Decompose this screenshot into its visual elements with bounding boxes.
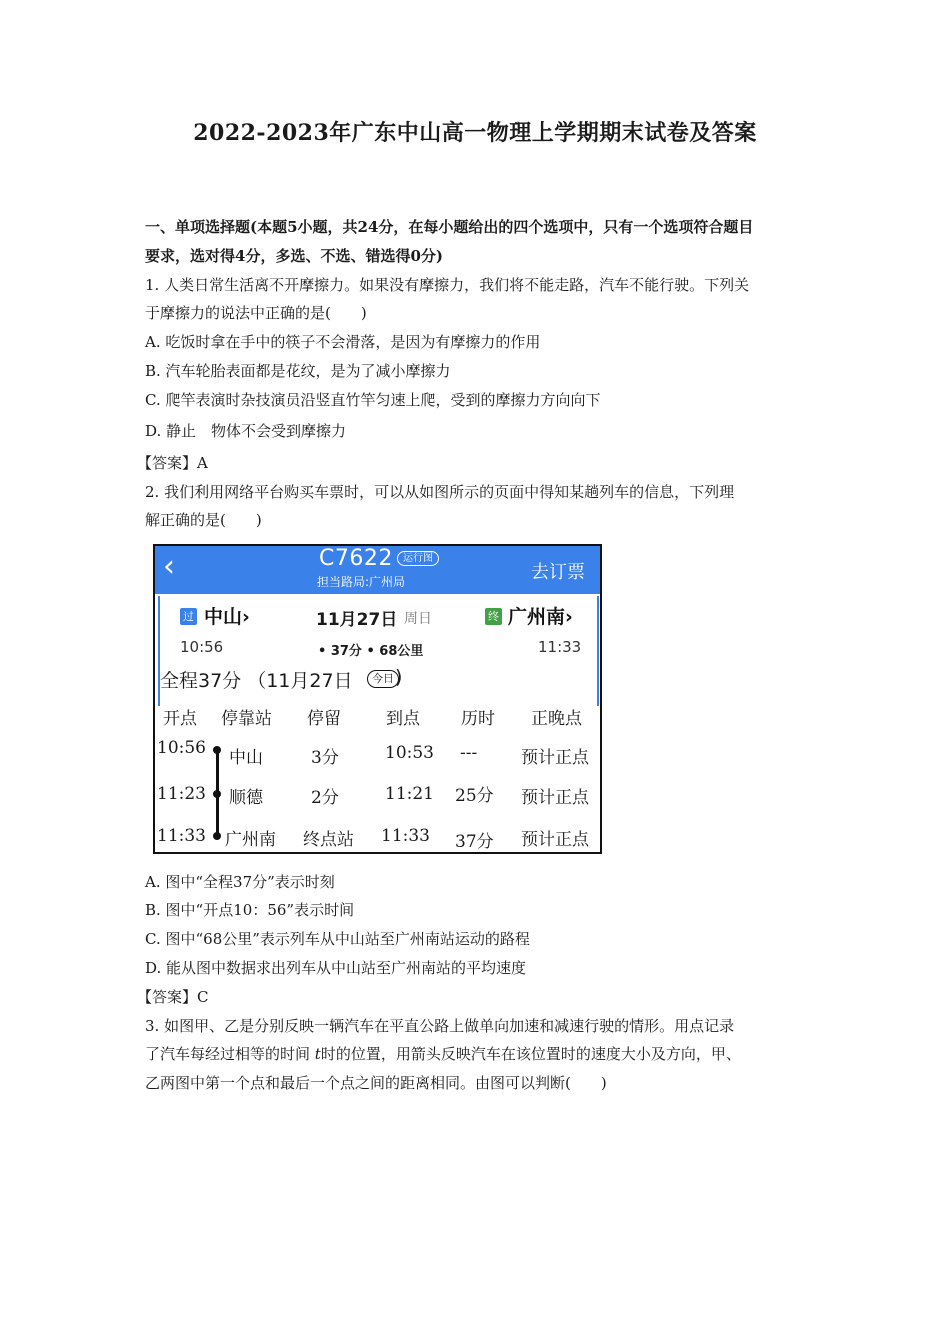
trip-duration-distance: • 37分 • 68公里 [318,644,424,659]
q3-stem-part: 时的位置，用箭头反映汽车在该位置时的速度大小及方向，甲、 [320,1045,741,1063]
departure-time: 10:56 [180,638,224,656]
terminal-tag: 终 [485,608,502,625]
table-cell: --- [460,743,478,763]
table-cell: 顺德 [229,788,263,808]
col-header-arr: 到点 [386,709,420,729]
q2-option-a: A. 图中“全程37分”表示时刻 [145,873,335,891]
q1-option-a: A. 吃饭时拿在手中的筷子不会滑落，是因为有摩擦力的作用 [145,333,541,351]
table-cell: 中山 [229,748,263,768]
q1-stem: 1. 人类日常生活离不开摩擦力。如果没有摩擦力，我们将不能走路，汽车不能行驶。下列关 [145,276,750,294]
q2-stem-cont: 解正确的是( ) [145,511,262,529]
col-header-stop: 停留 [307,709,341,729]
table-cell: 11:23 [157,784,206,804]
pass-tag: 过 [180,608,197,625]
q1-option-c: C. 爬竿表演时杂技演员沿竖直竹竿匀速上爬，受到的摩擦力方向向下 [145,391,601,409]
back-icon: ‹ [163,549,175,584]
route-map-badge: 运行图 [397,551,439,566]
q2-stem: 2. 我们利用网络平台购买车票时，可以从如图所示的页面中得知某趟列车的信息，下列理 [145,483,735,501]
table-cell: 11:33 [157,826,206,846]
col-header-status: 正晚点 [531,709,582,729]
trip-weekday: 周日 [404,611,432,627]
stop-dot [213,746,221,754]
trip-date: 11月27日 [316,610,398,630]
trip-summary: 全程37分 （11月27日 [160,670,353,692]
q2-option-b: B. 图中“开点10：56”表示时间 [145,901,355,919]
q2-option-d: D. 能从图中数据求出列车从中山站至广州南站的平均速度 [145,959,527,977]
q3-stem-end: 乙两图中第一个点和最后一个点之间的距离相同。由图可以判断( ) [145,1074,607,1092]
bureau-label: 担当路局:广州局 [317,575,406,589]
q1-option-d: D. 静止 物体不会受到摩擦力 [145,422,347,440]
q3-stem-cont [145,1044,815,1064]
table-cell: 3分 [311,748,339,768]
trip-summary-close: ) [395,666,403,688]
table-cell: 广州南 [225,830,276,850]
q3-stem: 3. 如图甲、乙是分别反映一辆汽车在平直公路上做单向加速和减速行驶的情形。用点记录 [145,1017,735,1035]
q2-option-c: C. 图中“68公里”表示列车从中山站至广州南站运动的路程 [145,930,530,948]
table-cell: 11:21 [385,784,434,804]
stop-dot [213,790,221,798]
from-station: 中山› [204,606,250,628]
table-cell: 25分 [455,786,494,806]
q2-answer: 【答案】C [137,988,209,1006]
table-cell: 10:53 [385,743,434,763]
q3-time-variable: t [314,1045,321,1063]
table-cell: 2分 [311,788,339,808]
table-cell: 37分 [455,832,494,852]
ticket-header [155,546,600,594]
train-number: C7622 [319,546,393,571]
table-cell: 终点站 [303,830,354,850]
page-title: 2022-2023年广东中山高一物理上学期期末试卷及答案 [193,120,757,146]
q3-stem-part: 了汽车每经过相等的时间 [145,1045,315,1063]
table-cell: 预计正点 [521,830,589,850]
stop-dot [213,832,221,840]
section-heading-cont: 要求，选对得4分，多选、不选、错选得0分) [145,247,443,265]
q1-option-b: B. 汽车轮胎表面都是花纹，是为了减小摩擦力 [145,362,451,380]
q1-stem-cont: 于摩擦力的说法中正确的是( ) [145,304,367,322]
col-header-dep: 开点 [163,709,197,729]
today-badge: 今日 [367,670,399,688]
table-cell: 10:56 [157,738,206,758]
section-heading: 一、单项选择题(本题5小题，共24分，在每小题给出的四个选项中，只有一个选项符合题目 [145,218,754,236]
table-cell: 11:33 [381,826,430,846]
col-header-elapsed: 历时 [461,709,495,729]
col-header-station: 停靠站 [221,709,272,729]
ticket-screenshot [153,544,602,854]
table-cell: 预计正点 [521,748,589,768]
q1-answer: 【答案】A [137,454,208,472]
book-ticket-link: 去订票 [531,562,585,583]
arrival-time: 11:33 [538,638,582,656]
to-station: 广州南› [508,606,573,628]
table-cell: 预计正点 [521,788,589,808]
